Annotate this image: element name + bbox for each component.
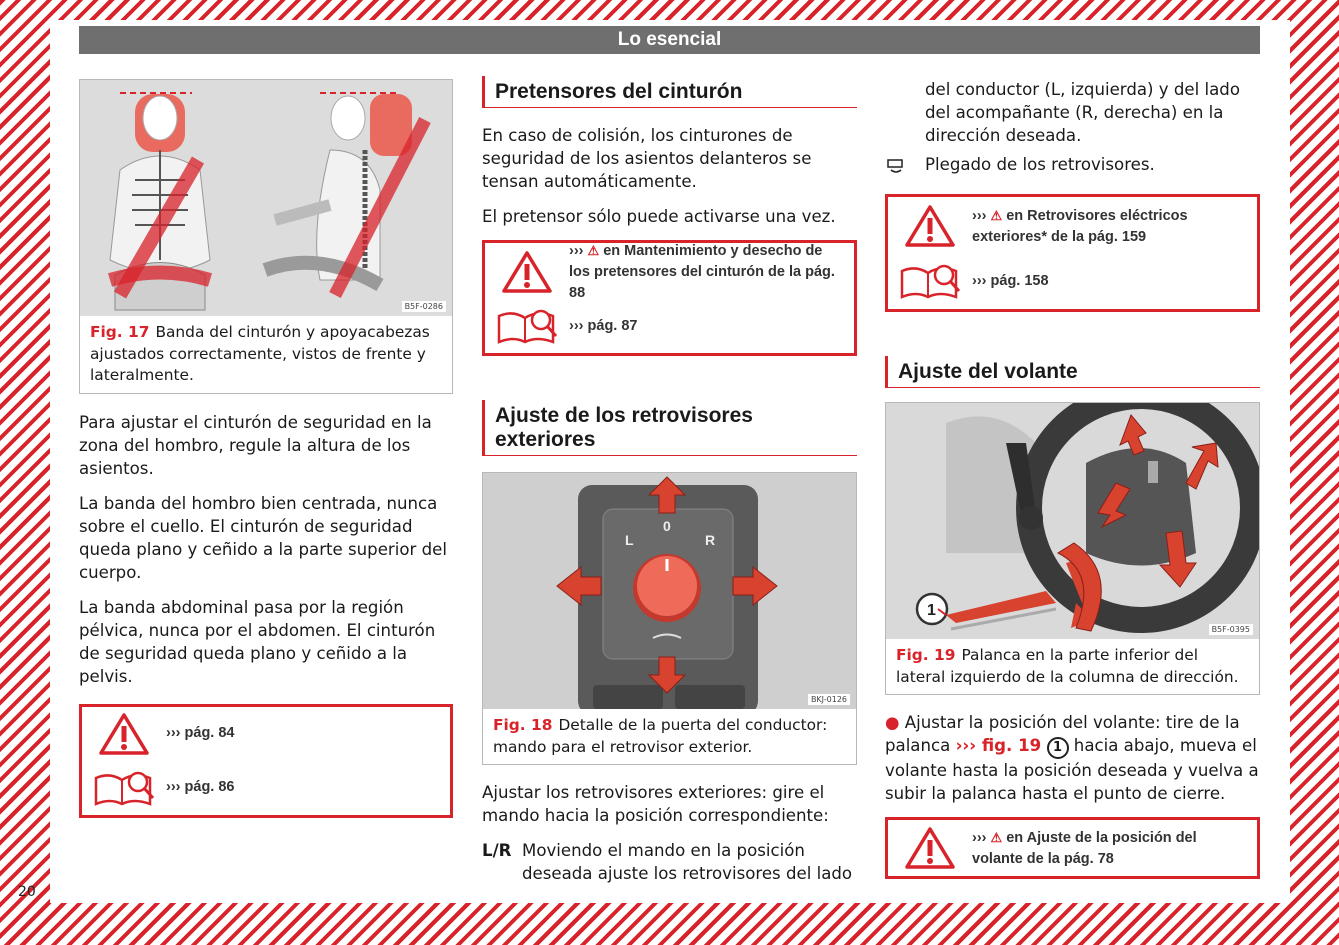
paragraph: Para ajustar el cinturón de seguridad en la zona del hombro, regule la altura de los asientos. [79, 412, 432, 478]
bullet-text-a: Ajustar la posición del volante: tire de la palanca [885, 713, 1240, 755]
column-1 [79, 70, 453, 818]
warning-icon [888, 826, 972, 870]
page-header: Lo esencial [79, 26, 1260, 54]
paragraph: del conductor (L, izquierda) y del lado del acompañante (R, derecha) en la dirección deseada. [925, 80, 1240, 145]
figure-link[interactable]: ››› fig. 19 [955, 736, 1042, 755]
figure-caption-text: Palanca en la parte inferior del lateral izquierdo de la columna de dirección. [896, 646, 1239, 686]
figure-code: BKJ-0126 [808, 694, 850, 705]
paragraph: El pretensor sólo puede activarse una vez. [482, 207, 836, 226]
figure-17 [79, 79, 453, 394]
section-title: Pretensores del cinturón [482, 76, 857, 108]
seatbelt-illustration [80, 80, 452, 316]
book-magnifier-icon [82, 768, 166, 808]
figure-caption [886, 639, 1259, 694]
bullet-icon: ● [885, 713, 900, 732]
page-reference-link[interactable]: ››› pág. 158 [972, 272, 1049, 289]
definition-item [482, 839, 857, 885]
warning-reference-link[interactable]: ››› ⚠ en Mantenimiento y desecho de los pretensores del cinturón de la pág. 88 [569, 243, 835, 301]
figure-code: B5F-0395 [1209, 624, 1253, 635]
column-3 [885, 78, 1260, 879]
label-r: R [705, 532, 716, 548]
callout-number-icon: 1 [1047, 737, 1069, 759]
warning-box [482, 240, 857, 356]
mirror-fold-icon [885, 153, 925, 180]
warning-box [885, 817, 1260, 879]
page-reference-link[interactable]: ››› pág. 84 [166, 725, 235, 741]
warning-icon [888, 204, 972, 248]
callout-number: 1 [927, 602, 936, 619]
figure-17-image [80, 80, 452, 316]
figure-18 [482, 472, 857, 765]
figure-caption-text: Banda del cinturón y apoyacabezas ajustados correctamente, vistos de frente y lateralmente. [90, 323, 430, 384]
figure-code: B5F-0286 [402, 301, 446, 312]
warning-icon [82, 712, 166, 756]
label-l: L [625, 532, 634, 548]
bullet-paragraph [885, 711, 1260, 805]
warning-box [79, 704, 453, 818]
figure-number: Fig. 19 [896, 646, 956, 664]
section-title: Ajuste de los retrovisores exteriores [482, 400, 857, 456]
column-2 [482, 76, 857, 885]
page-reference-link[interactable]: ››› pág. 87 [569, 317, 638, 334]
paragraph: La banda del hombro bien centrada, nunca sobre el cuello. El cinturón de seguridad queda plano y ceñido a la parte superior del cuerpo. [79, 493, 447, 582]
figure-number: Fig. 17 [90, 323, 150, 341]
label-0: 0 [663, 518, 671, 534]
book-magnifier-icon [888, 261, 972, 301]
steering-wheel-illustration [886, 403, 1259, 639]
definition-text: Moviendo el mando en la posición deseada ajuste los retrovisores del lado [522, 841, 853, 883]
figure-19 [885, 402, 1260, 695]
figure-number: Fig. 18 [493, 716, 553, 734]
paragraph: Ajustar los retrovisores exteriores: gire el mando hacia la posición correspondiente: [482, 783, 829, 825]
figure-19-image [886, 403, 1259, 639]
bullet-text-b: hacia abajo, mueva el volante hasta la posición deseada y vuelva a subir la palanca hasta el punto de cierre. [885, 736, 1259, 803]
page-number: 20 [18, 884, 36, 900]
mirror-control-illustration [483, 473, 856, 709]
paragraph: La banda abdominal pasa por la región pélvica, nunca por el abdomen. El cinturón de seguridad queda plano y ceñido a la pelvis. [79, 597, 436, 686]
warning-icon [485, 250, 569, 294]
warning-reference-link[interactable]: ››› ⚠ en Ajuste de la posición del volante de la pág. 78 [972, 829, 1197, 867]
warning-reference-link[interactable]: ››› ⚠ en Retrovisores eléctricos exteriores* de la pág. 159 [972, 207, 1188, 245]
figure-caption [80, 316, 452, 393]
figure-18-image [483, 473, 856, 709]
definition-text: Plegado de los retrovisores. [925, 155, 1155, 174]
definition-key: L/R [482, 841, 512, 860]
definition-item [885, 153, 1260, 180]
figure-caption [483, 709, 856, 764]
page-reference-link[interactable]: ››› pág. 86 [166, 779, 235, 795]
book-magnifier-icon [485, 306, 569, 346]
figure-caption-text: Detalle de la puerta del conductor: mando para el retrovisor exterior. [493, 716, 828, 756]
section-title: Ajuste del volante [885, 356, 1260, 388]
paragraph: En caso de colisión, los cinturones de seguridad de los asientos delanteros se tensan automáticamente. [482, 126, 812, 191]
warning-box [885, 194, 1260, 312]
